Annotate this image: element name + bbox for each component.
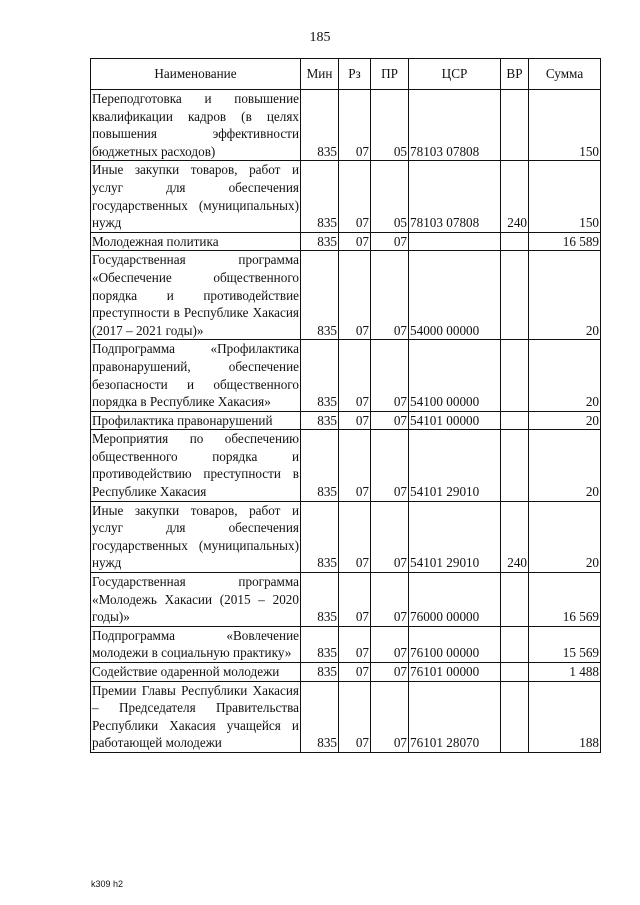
cell-pr: 07 [371, 501, 409, 572]
cell-min: 835 [301, 161, 339, 232]
cell-sum: 1 488 [529, 663, 601, 682]
header-rz: Рз [339, 59, 371, 90]
cell-pr: 05 [371, 90, 409, 161]
cell-rz: 07 [339, 411, 371, 430]
cell-pr: 07 [371, 681, 409, 752]
cell-csr: 78103 07808 [409, 161, 501, 232]
cell-rz: 07 [339, 251, 371, 340]
cell-min: 835 [301, 232, 339, 251]
table-row [91, 251, 601, 340]
cell-name: Содействие одаренной молодежи [91, 663, 301, 682]
cell-pr: 07 [371, 251, 409, 340]
cell-pr: 07 [371, 626, 409, 662]
cell-min: 835 [301, 663, 339, 682]
cell-csr: 76101 28070 [409, 681, 501, 752]
table-row [91, 430, 601, 501]
cell-vr [501, 411, 529, 430]
header-pr: ПР [371, 59, 409, 90]
header-vr: ВР [501, 59, 529, 90]
cell-vr [501, 251, 529, 340]
cell-min: 835 [301, 626, 339, 662]
cell-sum: 20 [529, 340, 601, 411]
page-number: 185 [309, 30, 331, 45]
footer-code: k309 h2 [91, 879, 124, 889]
table-row [91, 232, 601, 251]
table-row [91, 626, 601, 662]
cell-pr: 07 [371, 340, 409, 411]
cell-sum: 150 [529, 161, 601, 232]
cell-name: Профилактика правонарушений [91, 411, 301, 430]
cell-rz: 07 [339, 573, 371, 627]
table-row [91, 411, 601, 430]
header-name: Наименование [91, 59, 301, 90]
cell-pr: 07 [371, 663, 409, 682]
cell-csr [409, 232, 501, 251]
table-row [91, 161, 601, 232]
cell-vr [501, 573, 529, 627]
cell-rz: 07 [339, 501, 371, 572]
header-min: Мин [301, 59, 339, 90]
cell-sum: 15 569 [529, 626, 601, 662]
cell-name: Подпрограмма «Вовлечение молодежи в социальную практику» [91, 626, 301, 662]
cell-name: Иные закупки товаров, работ и услуг для обеспечения государственных (муниципальных) нужд [91, 501, 301, 572]
cell-rz: 07 [339, 161, 371, 232]
cell-pr: 05 [371, 161, 409, 232]
cell-pr: 07 [371, 411, 409, 430]
cell-pr: 07 [371, 573, 409, 627]
header-sum: Сумма [529, 59, 601, 90]
cell-sum: 20 [529, 411, 601, 430]
cell-csr: 76100 00000 [409, 626, 501, 662]
cell-pr: 07 [371, 232, 409, 251]
cell-name: Молодежная политика [91, 232, 301, 251]
table-row [91, 90, 601, 161]
cell-sum: 188 [529, 681, 601, 752]
cell-sum: 16 569 [529, 573, 601, 627]
cell-csr: 54101 29010 [409, 501, 501, 572]
cell-rz: 07 [339, 90, 371, 161]
cell-csr: 54101 29010 [409, 430, 501, 501]
cell-vr [501, 232, 529, 251]
cell-name: Иные закупки товаров, работ и услуг для обеспечения государственных (муниципальных) нужд [91, 161, 301, 232]
cell-min: 835 [301, 340, 339, 411]
cell-min: 835 [301, 251, 339, 340]
cell-min: 835 [301, 501, 339, 572]
cell-csr: 54000 00000 [409, 251, 501, 340]
cell-vr: 240 [501, 161, 529, 232]
cell-min: 835 [301, 573, 339, 627]
cell-sum: 20 [529, 430, 601, 501]
cell-csr: 54100 00000 [409, 340, 501, 411]
cell-rz: 07 [339, 663, 371, 682]
cell-rz: 07 [339, 232, 371, 251]
cell-sum: 16 589 [529, 232, 601, 251]
cell-rz: 07 [339, 430, 371, 501]
cell-csr: 78103 07808 [409, 90, 501, 161]
cell-name: Переподготовка и повышение квалификации кадров (в целях повышения эффективности бюджетных расходов) [91, 90, 301, 161]
table-row [91, 663, 601, 682]
cell-name: Подпрограмма «Профилактика правонарушений, обеспечение безопасности и общественного порядка в Республике Хакасия» [91, 340, 301, 411]
table-row [91, 681, 601, 752]
cell-vr [501, 340, 529, 411]
cell-min: 835 [301, 681, 339, 752]
cell-sum: 150 [529, 90, 601, 161]
budget-table [90, 58, 601, 753]
cell-name: Премии Главы Республики Хакасия – Председателя Правительства Республики Хакасия учащейся и работающей молодежи [91, 681, 301, 752]
cell-vr [501, 430, 529, 501]
cell-rz: 07 [339, 626, 371, 662]
table-row [91, 501, 601, 572]
cell-rz: 07 [339, 681, 371, 752]
table-row [91, 340, 601, 411]
cell-name: Мероприятия по обеспечению общественного порядка и противодействию преступности в Республике Хакасия [91, 430, 301, 501]
cell-csr: 76101 00000 [409, 663, 501, 682]
cell-name: Государственная программа «Молодежь Хакасии (2015 – 2020 годы)» [91, 573, 301, 627]
cell-vr [501, 681, 529, 752]
table-row [91, 573, 601, 627]
table-header-row [91, 59, 601, 90]
cell-min: 835 [301, 411, 339, 430]
cell-rz: 07 [339, 340, 371, 411]
cell-vr: 240 [501, 501, 529, 572]
cell-csr: 54101 00000 [409, 411, 501, 430]
cell-sum: 20 [529, 501, 601, 572]
cell-vr [501, 663, 529, 682]
cell-min: 835 [301, 90, 339, 161]
cell-sum: 20 [529, 251, 601, 340]
cell-pr: 07 [371, 430, 409, 501]
cell-vr [501, 626, 529, 662]
cell-csr: 76000 00000 [409, 573, 501, 627]
cell-name: Государственная программа «Обеспечение общественного порядка и противодействие преступности в Республике Хакасия (2017 – 2021 годы)» [91, 251, 301, 340]
header-csr: ЦСР [409, 59, 501, 90]
cell-min: 835 [301, 430, 339, 501]
cell-vr [501, 90, 529, 161]
